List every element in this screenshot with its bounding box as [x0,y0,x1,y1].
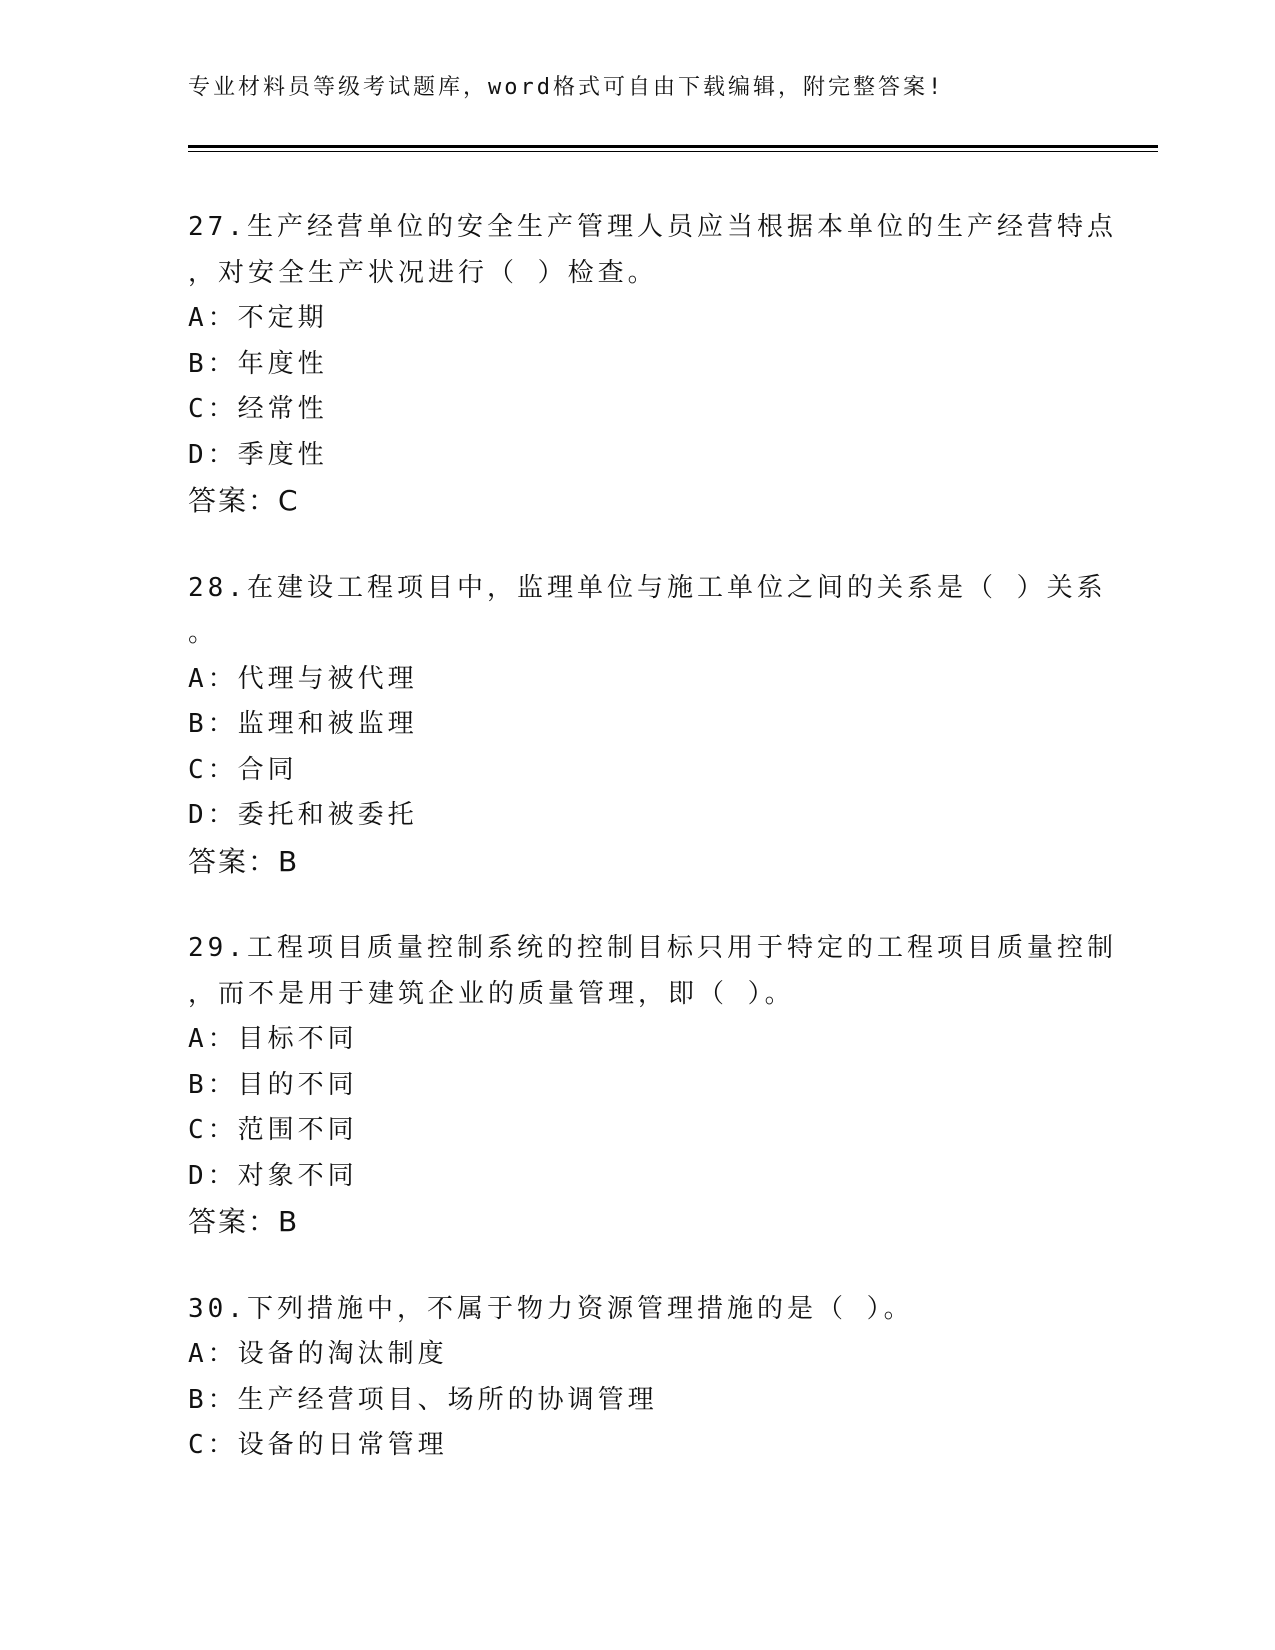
option-b: B：监理和被监理 [188,709,418,739]
question-stem-line: 28.在建设工程项目中，监理单位与施工单位之间的关系是（ ）关系 [188,572,1107,603]
option-d: D：季度性 [188,439,328,470]
option-d: D：委托和被委托 [188,800,418,830]
question-stem-line: 27.生产经营单位的安全生产管理人员应当根据本单位的生产经营特点 [188,212,1117,242]
option-c: C：经常性 [188,394,328,424]
question-29 [188,926,1117,1245]
question-30 [188,1287,1088,1469]
question-stem-line: 29.工程项目质量控制系统的控制目标只用于特定的工程项目质量控制 [188,933,1117,963]
option-a: A：代理与被代理 [188,663,418,694]
option-c: C：合同 [188,754,298,785]
option-a: A：目标不同 [188,1024,358,1054]
question-28 [188,566,1107,885]
header-rule-thick [188,145,1158,148]
option-b: B：年度性 [188,348,328,379]
answer-line: 答案：B [188,1205,300,1238]
question-stem-line: 。 [188,618,219,648]
question-list [188,205,1117,1511]
option-b: B：目的不同 [188,1069,358,1100]
question-27 [188,205,1117,524]
option-c: C：设备的日常管理 [188,1430,448,1460]
question-stem-line: ，而不是用于建筑企业的质量管理，即（ ）。 [188,978,795,1009]
header-text: 专业材料员等级考试题库，word格式可自由下载编辑，附完整答案! [188,75,945,100]
option-c: C：范围不同 [188,1115,358,1145]
header-rule-thin [188,151,1158,152]
option-a: A：设备的淘汰制度 [188,1339,448,1369]
answer-line: 答案：B [188,844,300,878]
question-stem-line: 30.下列措施中，不属于物力资源管理措施的是（ ）。 [188,1293,914,1324]
option-a: A：不定期 [188,303,328,333]
answer-line: 答案：C [188,484,300,517]
option-d: D：对象不同 [188,1160,358,1191]
question-stem-line: ，对安全生产状况进行（ ）检查。 [188,257,658,288]
option-b: B：生产经营项目、场所的协调管理 [188,1384,658,1415]
